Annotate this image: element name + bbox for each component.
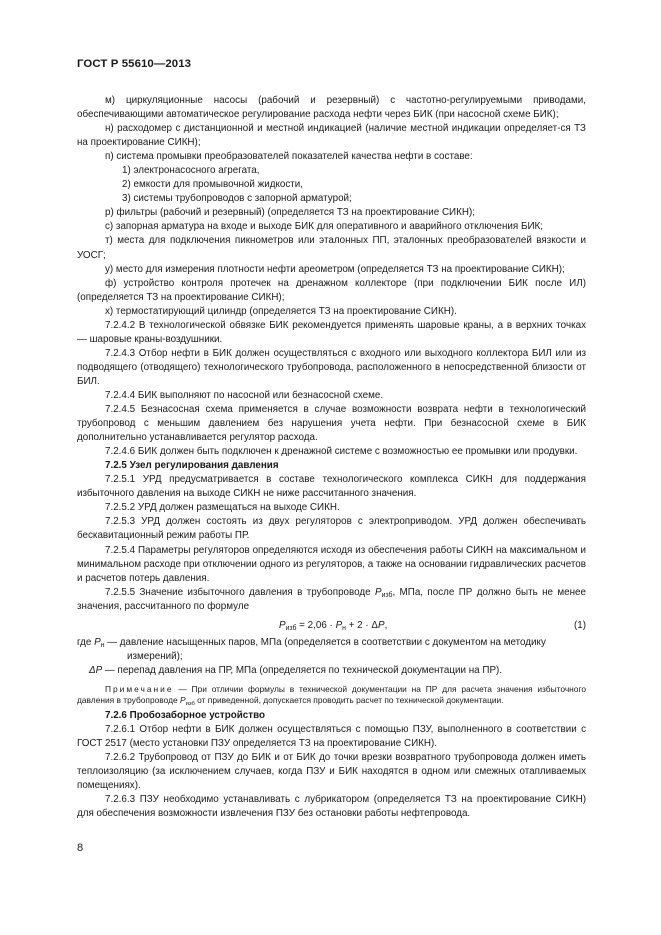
item-n: н) расходомер с дистанционной и местной индикацией (наличие местной индикации определяет-ся ТЗ на проектирование СИКН); bbox=[77, 123, 586, 149]
document-body bbox=[77, 94, 586, 821]
item-m: м) циркуляционные насосы (рабочий и резервный) с частотно-регулируемыми приводами, обеспечивающими автоматическое регулирование расхода нефти через БИК (при насосной схеме БИК); bbox=[77, 95, 586, 121]
clause-7-2-5-4: 7.2.5.4 Параметры регуляторов определяются исходя из обеспечения работы СИКН на максимальном и минимальном расходе при отключении одного из регуляторов, а также на основании гидравлических расчетов и расчетов потерь давления. bbox=[77, 544, 586, 584]
item-kh: х) термостатирующий цилиндр (определяется ТЗ на проектирование СИКН). bbox=[105, 305, 457, 317]
clause-7-2-5-5: 7.2.5.5 Значение избыточного давления в трубопроводе $P_{изб}$, МПа, после ПР должно быть не менее значения, рассчитанного по формуле bbox=[77, 586, 586, 612]
formula-1 bbox=[77, 617, 586, 636]
item-u: у) место для измерения плотности нефти ареометром (определяется ТЗ на проектирование СИКН); bbox=[105, 263, 565, 275]
clause-7-2-4-6: 7.2.4.6 БИК должен быть подключен к дренажной системе с возможностью ее промывки или продувки. bbox=[105, 446, 578, 458]
item-r: р) фильтры (рабочий и резервный) (определяется ТЗ на проектирование СИКН); bbox=[105, 207, 475, 219]
clause-7-2-5-2: 7.2.5.2 УРД должен размещаться на выходе СИКН. bbox=[105, 502, 340, 514]
section-heading-7-2-5: 7.2.5 Узел регулирования давления bbox=[105, 460, 279, 472]
clause-7-2-5-3: 7.2.5.3 УРД должен состоять из двух регуляторов с электроприводом. УРД должен обеспечивать бескавитационный режим работы ПР. bbox=[77, 516, 586, 542]
where-def-1-cont: измерений); bbox=[127, 650, 183, 662]
item-s: с) запорная арматура на входе и выходе БИК для оперативного и аварийного отключения БИК; bbox=[105, 221, 543, 233]
item-f: ф) устройство контроля протечек на дренажном коллекторе (при подключении БИК после ИЛ) (определяется ТЗ на проектирование СИКН); bbox=[77, 277, 586, 303]
note: Примечание — При отличии формулы в технической документации на ПР для расчета значения избыточного давления в трубопроводе $P_{изб}$ от приведенной, допускается проводить расчет по технической документации. bbox=[77, 683, 586, 708]
clause-7-2-4-2: 7.2.4.2 В технологической обвязке БИК рекомендуется применять шаровые краны, а в верхних точках — шаровые краны-воздушники. bbox=[77, 319, 586, 345]
item-p: п) система промывки преобразователей показателей качества нефти в составе: bbox=[105, 151, 473, 163]
page-number: 8 bbox=[77, 842, 84, 854]
clause-7-2-4-3: 7.2.4.3 Отбор нефти в БИК должен осуществляться с входного или выходного коллектора БИЛ или из подводящего (отводящего) технологического трубопровода, расположенного в непосредственной близости от БИЛ. bbox=[77, 347, 586, 387]
note-label: Примечание bbox=[105, 683, 174, 694]
where-def-1: где $P_н$ — давление насыщенных паров, МПа (определяется в соответствии с документом на методику bbox=[77, 636, 546, 649]
subitem-3: 3) системы трубопроводов с запорной арматурой; bbox=[122, 193, 352, 205]
clause-7-2-6-1: 7.2.6.1 Отбор нефти в БИК должен осуществляться с помощью ПЗУ, выполненного в соответствии с ГОСТ 2517 (место установки ПЗУ определяется ТЗ на проектирование СИКН). bbox=[77, 724, 586, 750]
clause-7-2-6-3: 7.2.6.3 ПЗУ необходимо устанавливать с лубрикатором (определяется ТЗ на проектирование СИКН) для обеспечения возможности извлечения ПЗУ без остановки работы нефтепровода. bbox=[77, 794, 586, 820]
formula-number: (1) bbox=[573, 619, 586, 631]
document-header: ГОСТ Р 55610—2013 bbox=[77, 58, 192, 70]
subitem-2: 2) емкости для промывочной жидкости, bbox=[122, 179, 303, 191]
clause-7-2-5-1: 7.2.5.1 УРД предусматривается в составе технологического комплекса СИКН для поддержания избыточного давления на выходе СИКН не ниже рассчитанного значения. bbox=[77, 474, 586, 500]
clause-7-2-4-5: 7.2.4.5 Безнасосная схема применяется в случае возможности возврата нефти в технологический трубопровод с меньшим давлением без нарушения учета нефти. При безнасосной схеме в БИК дополнительно устанавливается регулятор расхода. bbox=[77, 404, 586, 444]
section-heading-7-2-6: 7.2.6 Пробозаборное устройство bbox=[105, 710, 266, 722]
clause-7-2-4-4: 7.2.4.4 БИК выполняют по насосной или безнасосной схеме. bbox=[105, 389, 384, 401]
item-t: т) места для подключения пикнометров или эталонных ПП, эталонных преобразователей вязкости и УОСГ; bbox=[77, 235, 586, 261]
formula-expression: $P_{изб} = 2,06 \cdot P_н + 2 \cdot \Delta P$, bbox=[279, 619, 388, 632]
subitem-1: 1) электронасосного агрегата, bbox=[122, 165, 260, 177]
where-def-2: ΔP — перепад давления на ПР, МПа (определяется по технической документации на ПР). bbox=[89, 664, 503, 676]
clause-7-2-6-2: 7.2.6.2 Трубопровод от ПЗУ до БИК и от БИК до точки врезки возвратного трубопровода должен иметь теплоизоляцию (за исключением случаев, когда ПЗУ и БИК находятся в одном или смежных отапливаемых помещениях). bbox=[77, 752, 586, 792]
